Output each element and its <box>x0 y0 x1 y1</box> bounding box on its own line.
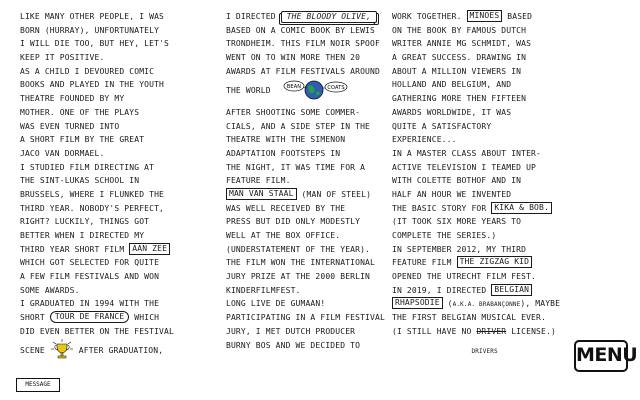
text-line <box>226 78 410 96</box>
text-line <box>20 24 204 38</box>
text-line <box>226 120 410 134</box>
text-segment: IN 2019, I DIRECTED <box>392 285 492 295</box>
text-line <box>20 202 204 216</box>
struck-word: DRIVER <box>476 326 507 336</box>
text-line <box>20 297 204 311</box>
text-line <box>392 325 576 339</box>
title-box[interactable]: MINOES <box>467 10 503 22</box>
text-line <box>20 10 204 24</box>
text-segment: THIRD YEAR. NOBODY'S PERFECT, <box>20 203 165 213</box>
text-segment: I WILL DIE TOO, BUT HEY, LET'S <box>20 39 169 49</box>
text-line <box>226 24 410 38</box>
text-line <box>226 65 410 79</box>
text-line <box>226 10 410 24</box>
text-line <box>226 133 410 147</box>
text-segment: BURNY BOS AND WE DECIDED TO <box>226 340 361 350</box>
text-line <box>226 229 410 243</box>
text-segment: SCENE <box>20 345 50 355</box>
text-segment: ), MAYBE <box>520 299 561 309</box>
text-segment: WITH COLETTE BOTHOF AND IN <box>392 176 522 186</box>
text-line <box>392 202 576 216</box>
text-segment: AFTER GRADUATION, <box>73 345 164 355</box>
text-line <box>392 297 576 311</box>
text-line <box>20 339 204 353</box>
text-segment: ABOUT A MILLION VIEWERS IN <box>392 66 522 76</box>
text-segment: AS A CHILD I DEVOURED COMIC <box>20 66 155 76</box>
text-segment: PRESS BUT DID ONLY MODESTLY <box>226 217 361 227</box>
text-segment: THIRD YEAR SHORT FILM <box>20 244 130 254</box>
text-segment: SOME AWARDS. <box>20 285 80 295</box>
message-button[interactable]: MESSAGE <box>16 378 60 392</box>
text-line <box>20 161 204 175</box>
text-segment: DID EVEN BETTER ON THE FESTIVAL <box>20 326 174 336</box>
text-line <box>392 106 576 120</box>
text-segment: THE SINT-LUKAS SCHOOL IN <box>20 176 140 186</box>
text-line <box>226 215 410 229</box>
text-line <box>392 229 576 243</box>
text-line <box>392 92 576 106</box>
text-segment: TRONDHEIM. THIS FILM NOIR SPOOF <box>226 39 380 49</box>
text-segment: ADAPTATION FOOTSTEPS IN <box>226 148 341 158</box>
text-segment: A SHORT FILM BY THE GREAT <box>20 135 145 145</box>
text-line <box>392 24 576 38</box>
text-segment: ACTIVE TELEVISION I TEAMED UP <box>392 162 537 172</box>
text-line <box>226 311 410 325</box>
text-line <box>20 270 204 284</box>
text-segment: I GRADUATED IN 1994 WITH THE <box>20 299 160 309</box>
text-line <box>20 284 204 298</box>
text-segment: WRITER ANNIE MG SCHMIDT, WAS <box>392 39 532 49</box>
text-line <box>392 256 576 270</box>
text-segment: SHORT <box>20 313 50 323</box>
text-line <box>392 37 576 51</box>
text-line <box>226 106 410 120</box>
text-line <box>392 243 576 257</box>
text-segment: BASED ON A COMIC BOOK BY LEWIS <box>226 25 375 35</box>
text-segment: LONG LIVE DE GUMAAN! <box>226 299 326 309</box>
text-segment: WORK TOGETHER. <box>392 12 467 21</box>
text-line <box>20 106 204 120</box>
title-box[interactable]: RHAPSODIE <box>392 297 443 309</box>
text-line <box>226 161 410 175</box>
text-line <box>392 78 576 92</box>
text-line <box>20 147 204 161</box>
text-line <box>226 284 410 298</box>
text-segment <box>392 341 471 350</box>
text-line <box>226 188 410 202</box>
text-segment: THE FIRST BELGIAN MUSICAL EVER. <box>392 313 546 323</box>
text-segment: (IT TOOK SIX MORE YEARS TO <box>392 217 522 227</box>
title-box[interactable]: KIKA & BOB. <box>491 202 552 214</box>
text-segment: EXPERIENCE... <box>392 135 457 145</box>
text-line <box>392 188 576 202</box>
text-segment: THEATRE FOUNDED BY MY <box>20 94 125 104</box>
text-line <box>226 339 410 353</box>
text-segment: A FEW FILM FESTIVALS AND WON <box>20 272 160 282</box>
text-line <box>226 243 410 257</box>
text-line <box>226 270 410 284</box>
text-line <box>392 284 576 298</box>
text-line <box>392 339 576 353</box>
text-line <box>226 51 410 65</box>
text-line <box>20 215 204 229</box>
title-box[interactable]: BELGIAN <box>491 284 532 296</box>
text-line <box>20 133 204 147</box>
text-segment: AWARDS WORLDWIDE, IT WAS <box>392 107 512 117</box>
text-line <box>20 256 204 270</box>
text-segment: HALF AN HOUR WE INVENTED <box>392 189 512 199</box>
text-line <box>226 256 410 270</box>
text-line <box>20 37 204 51</box>
text-segment: IN A MASTER CLASS ABOUT INTER- <box>392 148 541 158</box>
trophy-icon <box>50 339 74 364</box>
text-line <box>226 174 410 188</box>
text-segment: FEATURE FILM <box>392 258 457 268</box>
title-box[interactable]: MAN VAN STAAL <box>226 188 297 200</box>
text-segment: WAS WELL RECEIVED BY THE <box>226 203 346 213</box>
title-oval[interactable]: TOUR DE FRANCE <box>50 311 130 323</box>
text-line <box>392 10 576 24</box>
text-segment: THEATRE WITH THE SIMENON <box>226 135 346 145</box>
text-line <box>392 270 576 284</box>
text-segment: THE WORLD <box>226 86 276 96</box>
text-line <box>392 51 576 65</box>
title-box[interactable]: AAN ZEE <box>129 243 170 255</box>
text-segment: CIALS, AND A SIDE STEP IN THE <box>226 121 371 131</box>
text-line <box>392 215 576 229</box>
title-banner[interactable]: THE BLOODY OLIVE, <box>281 11 377 23</box>
text-segment: (UNDERSTATEMENT OF THE YEAR). <box>226 244 371 254</box>
text-line <box>20 51 204 65</box>
text-segment: THE NIGHT, IT WAS TIME FOR A <box>226 162 366 172</box>
text-segment: JURY PRIZE AT THE 2000 BERLIN <box>226 272 371 282</box>
menu-button[interactable]: MENU <box>574 340 628 372</box>
text-segment: WENT ON TO WIN MORE THEN 20 <box>226 53 361 63</box>
text-segment: LIKE MANY OTHER PEOPLE, I WAS <box>20 12 165 21</box>
text-line <box>226 202 410 216</box>
text-line <box>20 188 204 202</box>
text-segment: A GREAT SUCCESS. DRAWING IN <box>392 53 527 63</box>
text-segment: KINDERFILMFEST. <box>226 285 301 295</box>
text-line <box>226 297 410 311</box>
text-column-1 <box>20 10 204 355</box>
text-segment: THE BASIC STORY FOR <box>392 203 492 213</box>
text-segment: WHICH <box>129 313 160 323</box>
text-line <box>20 92 204 106</box>
globe-label-left: Bean <box>286 84 301 91</box>
text-segment: WELL AT THE BOX OFFICE. <box>226 231 341 240</box>
text-segment: I STUDIED FILM DIRECTING AT <box>20 162 155 172</box>
text-line <box>392 161 576 175</box>
text-line <box>392 120 576 134</box>
text-segment: BRUSSELS, WHERE I FLUNKED THE <box>20 189 165 199</box>
text-segment: I DIRECTED <box>226 12 281 21</box>
text-line <box>226 325 410 339</box>
text-line <box>20 243 204 257</box>
text-line <box>20 325 204 339</box>
text-line <box>392 147 576 161</box>
text-line <box>20 311 204 325</box>
text-line <box>20 120 204 134</box>
text-segment: KEEP IT POSITIVE. <box>20 53 105 63</box>
globe-icon <box>276 78 354 105</box>
text-segment: MOTHER. ONE OF THE PLAYS <box>20 107 140 117</box>
text-segment: HOLLAND AND BELGIUM, AND <box>392 80 512 90</box>
text-line <box>20 78 204 92</box>
text-segment: OPENED THE UTRECHT FILM FEST. <box>392 272 537 282</box>
aside-text: A.K.A. BRABANÇONNE <box>452 301 521 309</box>
text-line <box>392 133 576 147</box>
text-segment: PARTICIPATING IN A FILM FESTIVAL <box>226 313 385 323</box>
text-segment: WHICH GOT SELECTED FOR QUITE <box>20 258 160 268</box>
text-segment: FEATURE FILM. <box>226 176 291 186</box>
text-segment: AWARDS AT FILM FESTIVALS AROUND <box>226 66 380 76</box>
text-segment: QUITE A SATISFACTORY <box>392 121 492 131</box>
globe-label-right: Coats <box>326 85 345 92</box>
title-box[interactable]: THE ZIGZAG KID <box>457 256 533 268</box>
text-segment: (MAN OF STEEL) <box>296 189 372 199</box>
text-line <box>392 65 576 79</box>
text-segment: LICENSE.) <box>506 326 556 336</box>
text-line <box>392 311 576 325</box>
text-segment: BORN (HURRAY), UNFORTUNATELY <box>20 25 160 35</box>
text-segment: JACO VAN DORMAEL. <box>20 148 105 158</box>
text-segment: GATHERING MORE THEN FIFTEEN <box>392 94 527 104</box>
text-segment: WAS EVEN TURNED INTO <box>20 121 120 131</box>
text-line <box>20 65 204 79</box>
text-segment: IN SEPTEMBER 2012, MY THIRD <box>392 244 527 254</box>
text-segment: ON THE BOOK BY FAMOUS DUTCH <box>392 25 527 35</box>
text-segment: BOOKS AND PLAYED IN THE YOUTH <box>20 80 165 90</box>
text-segment: COMPLETE THE SERIES.) <box>392 231 497 240</box>
text-line <box>226 37 410 51</box>
text-line <box>226 147 410 161</box>
text-segment: BETTER WHEN I DIRECTED MY <box>20 231 145 240</box>
text-line <box>20 174 204 188</box>
text-segment: ( <box>442 299 453 309</box>
text-column-2 <box>226 10 410 352</box>
text-segment: BASED <box>502 12 533 21</box>
text-line <box>392 174 576 188</box>
text-segment: THE FILM WON THE INTERNATIONAL <box>226 258 375 268</box>
text-segment: (I STILL HAVE NO <box>392 326 477 336</box>
text-segment: AFTER SHOOTING SOME COMMER- <box>226 107 361 117</box>
text-segment: JURY, I MET DUTCH PRODUCER <box>226 326 356 336</box>
text-column-3 <box>392 10 576 355</box>
text-line <box>20 229 204 243</box>
text-segment: RIGHT? LUCKILY, THINGS GOT <box>20 217 150 227</box>
correction-note: DRIVERS <box>471 347 498 355</box>
